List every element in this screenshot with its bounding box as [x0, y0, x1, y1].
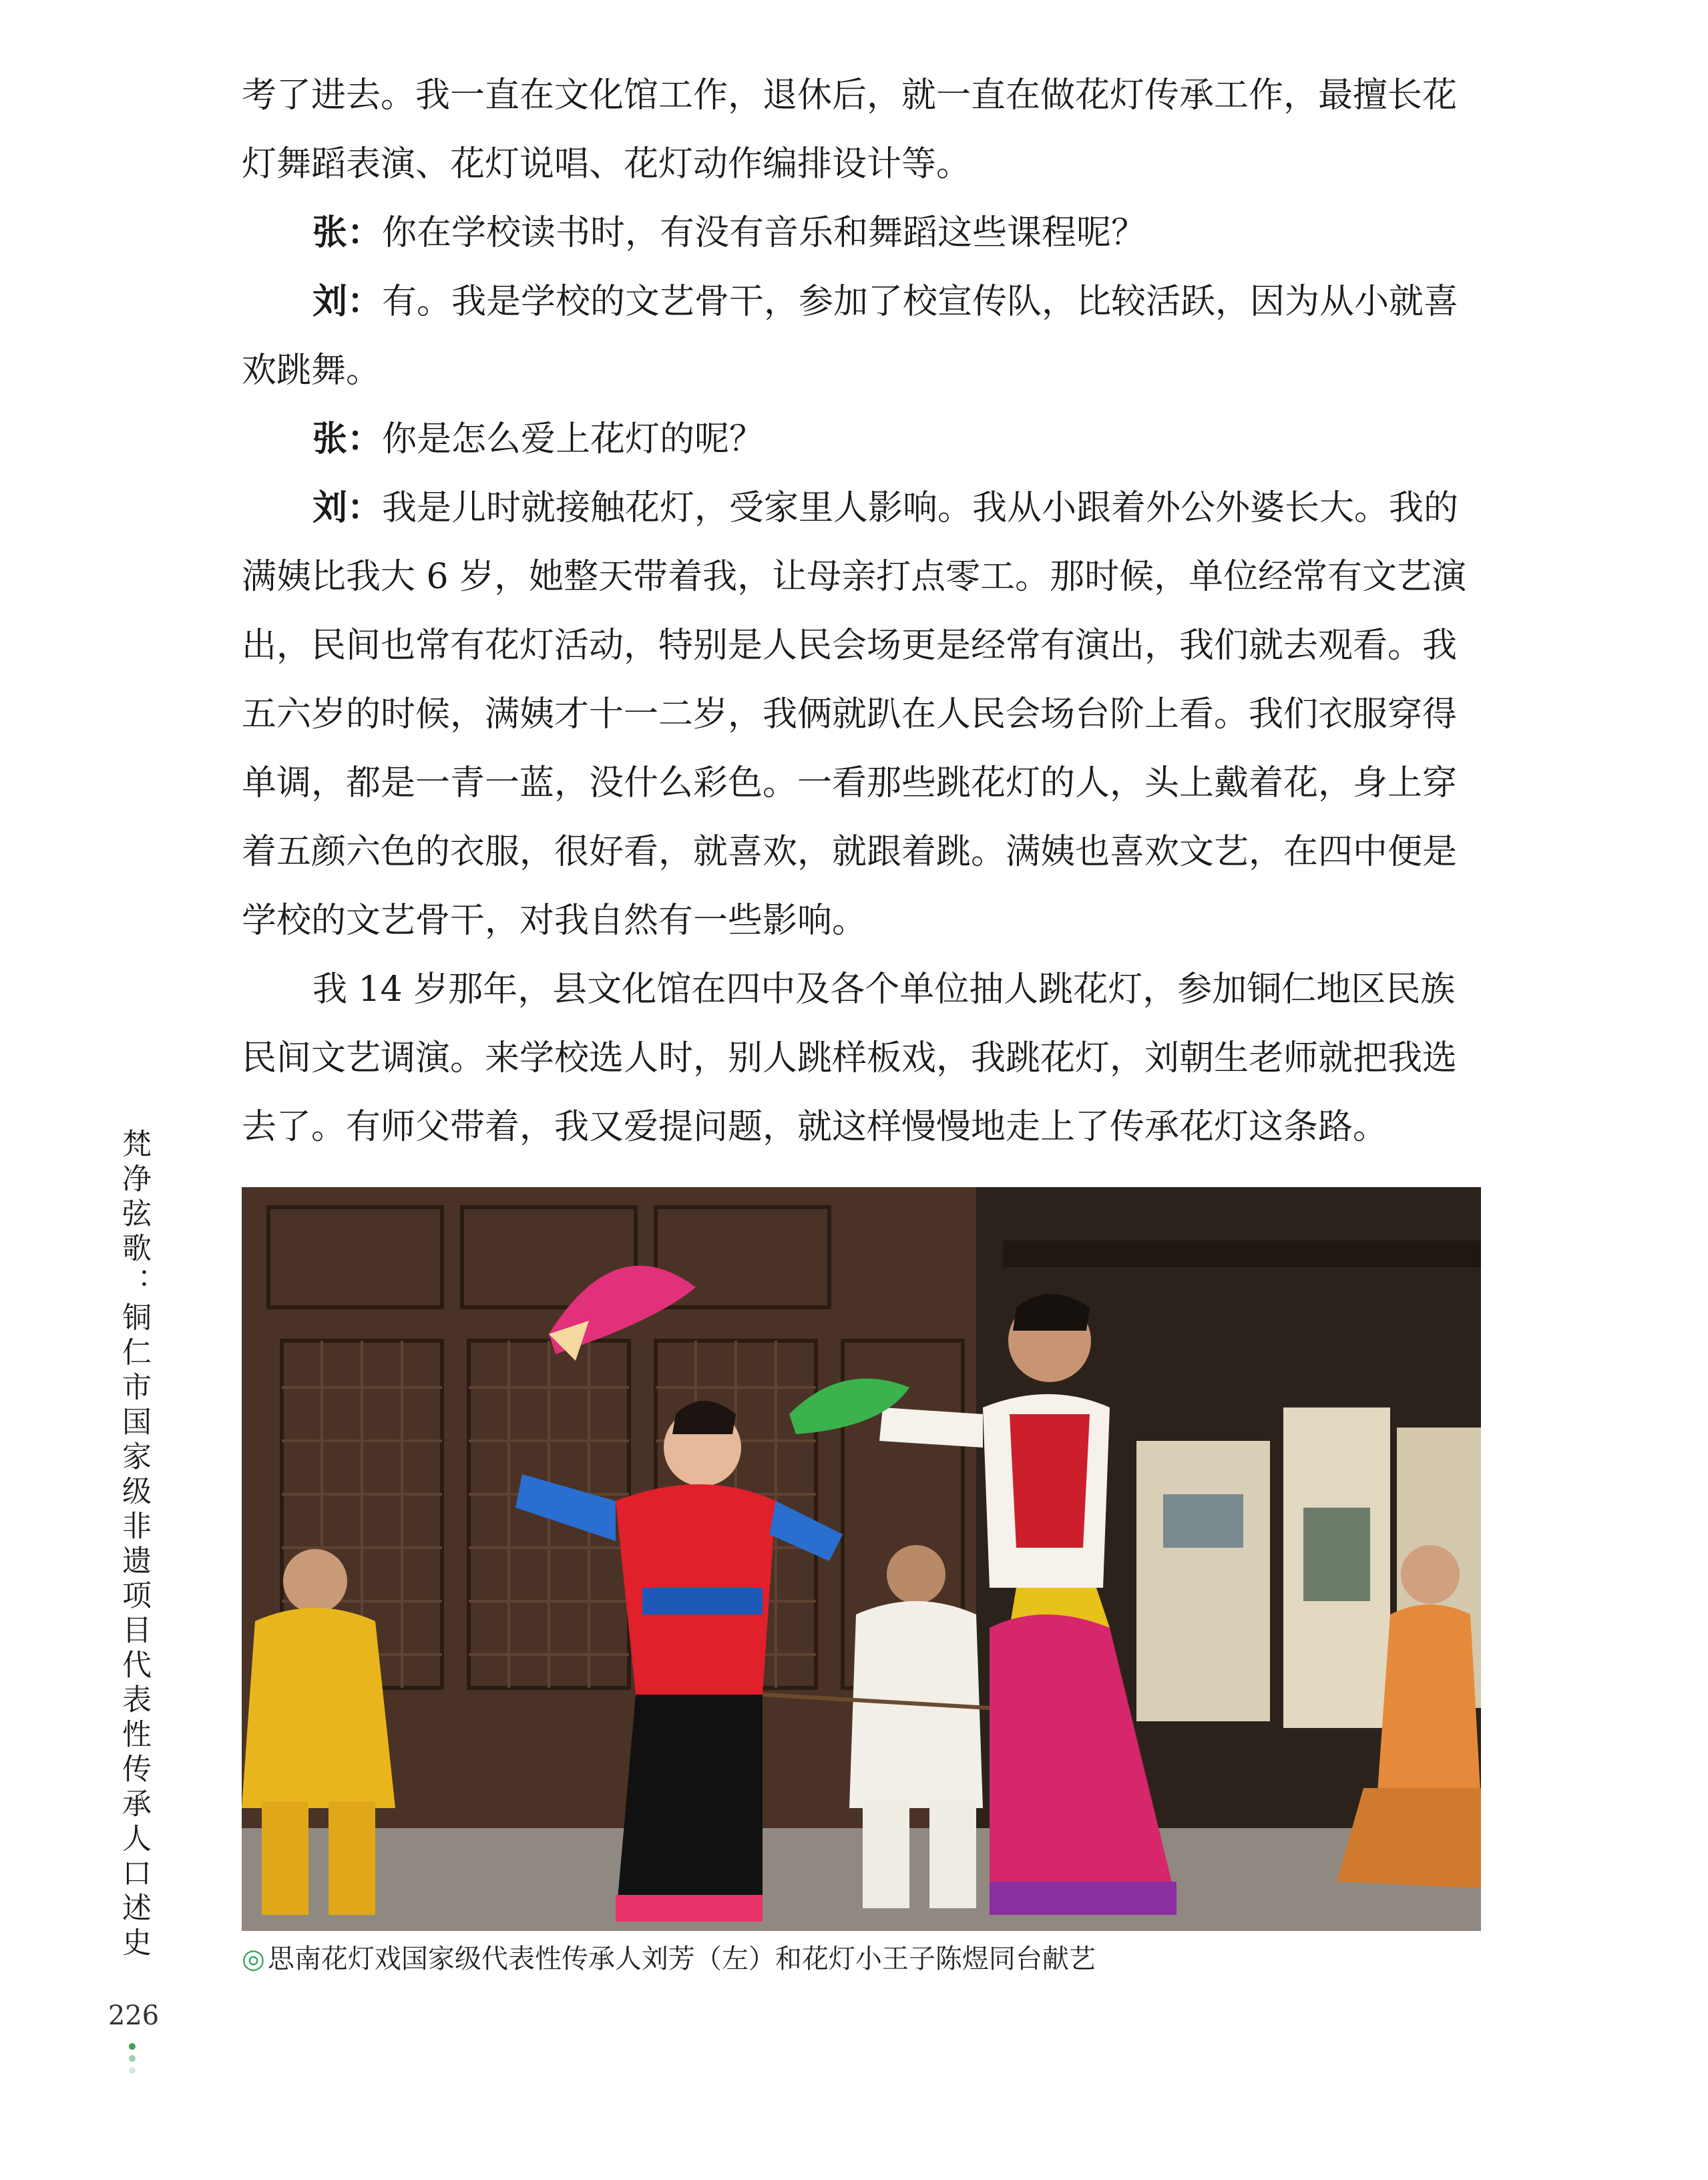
- performance-photo: [242, 1187, 1481, 1931]
- paragraph-5: [242, 474, 1481, 955]
- page-number: 226: [108, 2000, 160, 2031]
- paragraph-3: [242, 268, 1481, 405]
- ornament-dot: [129, 2067, 136, 2074]
- photo-caption: [242, 1940, 1481, 1978]
- book-title-vertical: 梵净弦歌：铜仁市国家级非遗项目代表性传承人口述史: [117, 1128, 151, 1962]
- paragraph-1: [242, 61, 1481, 199]
- paragraph-text: 你在学校读书时，有没有音乐和舞蹈这些课程呢？: [382, 213, 1146, 253]
- paragraph-text: 你是怎么爱上花灯的呢？: [382, 419, 765, 459]
- paragraph-4: [242, 405, 1481, 474]
- speaker-label: 刘：: [312, 282, 383, 322]
- speaker-label: 张：: [312, 213, 383, 253]
- ornament-dot: [129, 2055, 136, 2062]
- speaker-label: 刘：: [312, 488, 383, 528]
- caption-text: 思南花灯戏国家级代表性传承人刘芳（左）和花灯小王子陈煜同台献艺: [267, 1944, 1096, 1974]
- speaker-label: 张：: [312, 419, 383, 459]
- body-text: [242, 61, 1481, 1162]
- paragraph-text: 有。我是学校的文艺骨干，参加了校宣传队，比较活跃，因为从小就喜欢跳舞。: [242, 282, 1459, 391]
- page-ornament: [128, 2043, 137, 2079]
- paragraph-text: 考了进去。我一直在文化馆工作，退休后，就一直在做花灯传承工作，最擅长花灯舞蹈表演、花灯说唱、花灯动作编排设计等。: [242, 75, 1458, 184]
- paragraph-6: [242, 955, 1481, 1162]
- paragraph-2: [242, 199, 1481, 268]
- paragraph-text: 我 14 岁那年，县文化馆在四中及各个单位抽人跳花灯，参加铜仁地区民族民间文艺调演。来学校选人时，别人跳样板戏，我跳花灯，刘朝生老师就把我选去了。有师父带着，我又爱提问题，就这样慢慢地走上了传承花灯这条路。: [242, 969, 1458, 1147]
- paragraph-text: 我是儿时就接触花灯，受家里人影响。我从小跟着外公外婆长大。我的满姨比我大 6 岁，她整天带着我，让母亲打点零工。那时候，单位经常有文艺演出，民间也常有花灯活动，特别是人民会场更是经常有演出，我们就去观看。我五六岁的时候，满姨才十一二岁，我俩就趴在人民会场台阶上看。我们衣服穿得单调，都是一青一蓝，没什么彩色。一看那些跳花灯的人，头上戴着花，身上穿着五颜六色的衣服，很好看，就喜欢，就跟着跳。满姨也喜欢文艺，在四中便是学校的文艺骨干，对我自然有一些影响。: [242, 488, 1467, 941]
- photo-illustration: [242, 1187, 1481, 1931]
- ornament-dot: [129, 2043, 136, 2050]
- caption-bullet-icon: ◎: [242, 1944, 265, 1974]
